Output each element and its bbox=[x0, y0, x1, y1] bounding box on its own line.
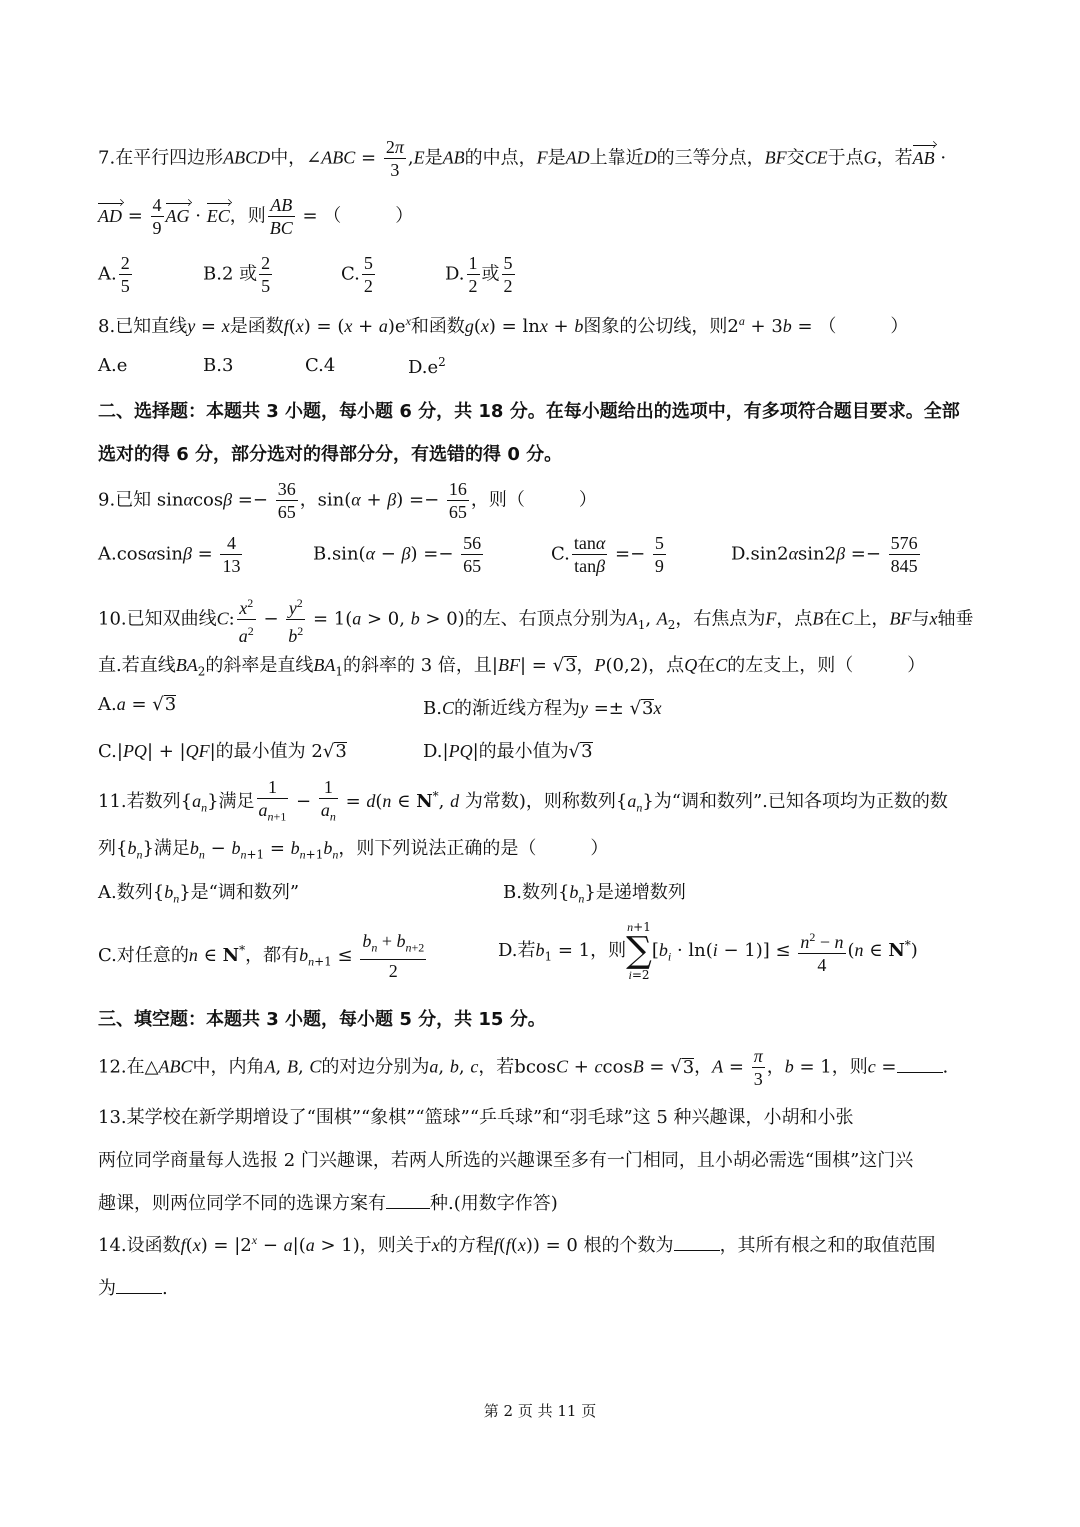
q11-line2: 列$\{b_n\}$满足$b_n - b_{n+1} = b_{n+1}b_n$，则下列说法正确的是（ ） bbox=[98, 838, 609, 862]
q11-option-c: C.对任意的n ∈ N*，都有$b_{n+1}$ ≤ $\frac{b_n + b_{n+2}}{2}$ bbox=[98, 931, 425, 981]
q8-number: 8. bbox=[98, 316, 116, 337]
section2-heading: 二、选择题：本题共 3 小题，每小题 6 分，共 18 分。在每小题给出的选项中，有多项符合题目要求。全部 bbox=[98, 401, 960, 422]
q14-answer-blank-2[interactable] bbox=[116, 1275, 162, 1294]
q13-answer-blank[interactable] bbox=[386, 1190, 430, 1209]
q8-option-c: C.4 bbox=[305, 355, 336, 376]
q13-line3: 趣课，则两位同学不同的选课方案有 种.(用数字作答) bbox=[98, 1189, 558, 1215]
q7-option-a: A. $\frac{2}{5}$ bbox=[98, 253, 130, 296]
q10-option-b: B.C的渐近线方程为y =± √3x bbox=[423, 698, 662, 719]
q9-option-d: D.sin2αsin2β =− $\frac{576}{845}$ bbox=[731, 533, 918, 576]
q11-option-b: B.数列$\{b_n\}$是递增数列 bbox=[503, 882, 686, 906]
q9-option-b: B.sin(α − β) =− $\frac{56}{65}$ bbox=[313, 533, 482, 576]
q14-line1: 14.设函数$f(x) = |2^x - a|(a > 1)$，则关于x的方程f(f(x)) = 0 根的个数为 ，其所有根之和的取值范围 bbox=[98, 1233, 936, 1256]
q14-line2: 为 . bbox=[98, 1274, 168, 1300]
q8-option-b: B.3 bbox=[203, 355, 234, 376]
q11-line1: 11.若数列$\{a_n\}$满足 $\frac{1}{a_{n+1}}$ − $\frac{1}{a_n}$ = d(n ∈ N*, d 为常数)，则称数列$\{a_n\}$为“调和数列”.已知各项均为正数的数 bbox=[98, 777, 948, 824]
q13-line1: 13.某学校在新学期增设了“围棋”“象棋”“篮球”“乒乓球”和“羽毛球”这 5 种兴趣课，小胡和小张 bbox=[98, 1107, 854, 1128]
q9-option-a: A.cosαsinβ = $\frac{4}{13}$ bbox=[98, 533, 241, 576]
q10-option-d: D.|PQ|的最小值为√3 bbox=[423, 741, 593, 762]
q10-number: 10. bbox=[98, 608, 127, 630]
q10-option-c: C.|PQ| + |QF|的最小值为 2√3 bbox=[98, 741, 347, 762]
q8-option-d: $D.e^2$ bbox=[408, 355, 446, 378]
q14-answer-blank-1[interactable] bbox=[674, 1232, 720, 1251]
q9-line1: 9.已知 sinαcosβ =− $\frac{36}{65}$ ，sin(α + β) =− $\frac{16}{65}$ ，则（ ） bbox=[98, 479, 597, 522]
page-footer: 第 2 页 共 11 页 bbox=[483, 1402, 597, 1420]
q8-line1: 8.已知直线y = x是函数$f(x) = (x + a)e^x$和函数g(x) = lnx + b图象的公切线，则$2^a + 3b$ = （ ） bbox=[98, 314, 909, 337]
q12-number: 12. bbox=[98, 1056, 127, 1078]
q7-line1: 7.在平行四边形ABCD中，∠ABC = $\frac{2\pi}{3}$ ,E是AB的中点，F是AD上靠近D的三等分点，BF交CE于点G，若AB · bbox=[98, 137, 947, 180]
q7-option-c: C. $\frac{5}{2}$ bbox=[341, 253, 373, 296]
q9-number: 9. bbox=[98, 489, 116, 511]
q7-option-b: B.2 或 $\frac{2}{5}$ bbox=[203, 253, 271, 296]
q7-option-d: D. $\frac{1}{2}$ 或 $\frac{5}{2}$ bbox=[445, 253, 513, 296]
q13-line2: 两位同学商量每人选报 2 门兴趣课，若两人所选的兴趣课至多有一门相同，且小胡必需选“围棋”这门兴 bbox=[98, 1150, 914, 1171]
q7-line2: AD = $\frac{4}{9}$ AG · EC，则 $\frac{AB}{BC}$ = （ ） bbox=[98, 195, 414, 238]
q10-line1: 10.已知双曲线C: $\frac{x^2}{a^2}$ − $\frac{y^2}{b^2}$ = 1(a > 0, b > 0)的左、右顶点分别为$A_1$, $A_2$，右焦点为F，点B在C上，BF与x轴垂 bbox=[98, 592, 973, 647]
q14-number: 14. bbox=[98, 1235, 127, 1256]
q12-line1: 12.在△ABC中，内角A, B, C的对边分别为a, b, c，若bcosC + ccosB = √3，A = $\frac{\pi}{3}$ ，b = 1，则c = . bbox=[98, 1046, 949, 1089]
q7-number: 7. bbox=[98, 147, 116, 169]
q10-line2: 直.若直线$BA_2$的斜率是直线$BA_1$的斜率的 3 倍，且|BF| = √3，P(0,2)，点Q在C的左支上，则（ ） bbox=[98, 655, 926, 679]
q8-option-a: A.e bbox=[98, 355, 128, 376]
section2-heading-line2: 选对的得 6 分，部分选对的得部分分，有选错的得 0 分。 bbox=[98, 444, 563, 465]
q11-option-a: A.数列$\{b_n\}$是“调和数列” bbox=[98, 882, 300, 906]
q10-option-a: A.a = √3 bbox=[98, 694, 177, 715]
q9-option-c: C. $\frac{\tan\alpha}{\tan\beta}$ =− $\frac{5}{9}$ bbox=[551, 533, 664, 576]
q11-number: 11. bbox=[98, 790, 127, 812]
q12-answer-blank[interactable] bbox=[897, 1054, 943, 1073]
q11-option-d: D.若$b_1 = 1$，则n+1 ∑ $i=2[b_i \cdot \ln(i - 1)]$ ≤ $\frac{n^2 - n}{4}$ (n ∈ N*) bbox=[498, 920, 918, 982]
section3-heading: 三、填空题：本题共 3 小题，每小题 5 分，共 15 分。 bbox=[98, 1009, 546, 1030]
